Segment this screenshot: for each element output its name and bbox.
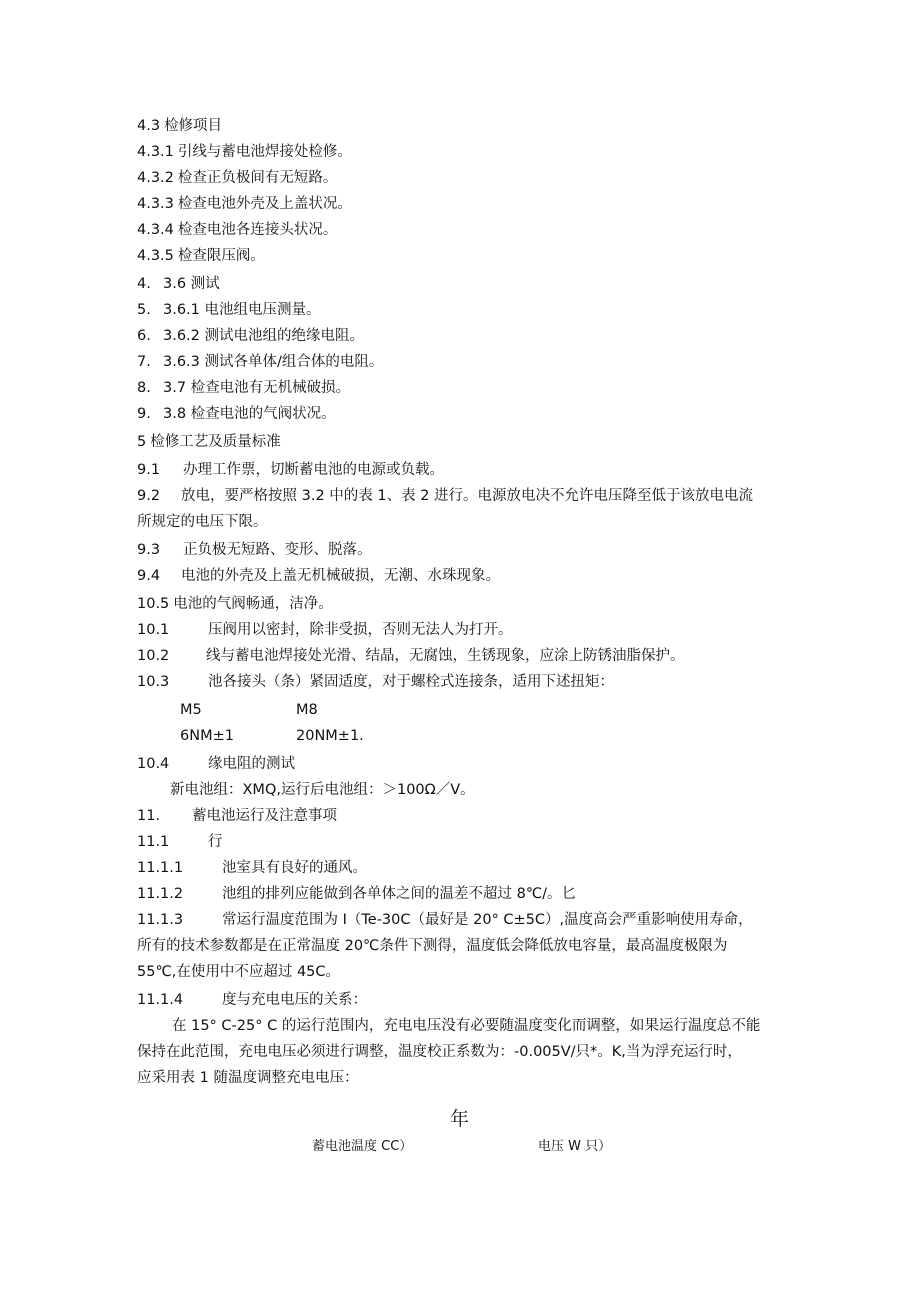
text-line [137, 594, 333, 614]
text-line [137, 832, 223, 852]
line-text: 3.8 检查电池的气阀状况。 [163, 406, 336, 422]
text-line [137, 220, 337, 240]
line-number: M5 [180, 702, 202, 718]
line-text: 正负极无短路、变形、脱落。 [183, 542, 372, 558]
line-text: 行 [208, 834, 223, 850]
text-line [137, 884, 577, 904]
text-line [137, 194, 352, 214]
text-line [137, 512, 268, 532]
text-line [137, 274, 220, 294]
line-text: 度与充电电压的关系： [222, 992, 367, 1008]
line-text: 检修项目 [164, 118, 223, 134]
text-line [137, 754, 295, 774]
line-text: M8 [296, 702, 318, 718]
line-text: 检查正负极间有无短路。 [177, 170, 338, 186]
text-line [137, 1042, 742, 1062]
text-line [137, 540, 372, 560]
text-line [137, 962, 340, 982]
line-text: 电池的气阀畅通，洁净。 [173, 596, 333, 612]
line-number: 10.3 [137, 674, 170, 690]
line-text: 池组的排列应能做到各单体之间的温差不超过 8℃/。匕 [222, 886, 577, 902]
text-line [137, 246, 265, 266]
line-number: 4.3 [137, 118, 161, 134]
line-number: 11.1.1 [137, 860, 184, 876]
line-number: 4.3.5 [137, 248, 174, 264]
line-number: 11. [137, 808, 161, 824]
line-number: 7. [137, 354, 151, 370]
text-line [137, 404, 336, 424]
text-line [137, 936, 727, 956]
line-number: 11.1 [137, 834, 170, 850]
table-header-voltage: 电压 W 只） [538, 1139, 612, 1154]
line-number: 10.2 [137, 648, 170, 664]
table-title: 年 [450, 1108, 470, 1130]
line-number: 4. [137, 276, 151, 292]
line-text: 新电池组：XMQ,运行后电池组：＞100Ω／V。 [170, 782, 475, 798]
line-text: 3.7 检查电池有无机械破损。 [163, 380, 351, 396]
line-text: 20NM±1. [296, 728, 364, 744]
line-text: 办理工作票，切断蓄电池的电源或负载。 [183, 462, 444, 478]
line-text: 应采用表 1 随温度调整充电电压： [137, 1070, 359, 1086]
text-line [137, 620, 513, 640]
line-number: 10.5 [137, 596, 170, 612]
line-text: 检查限压阀。 [177, 248, 265, 264]
line-number: 4.3.2 [137, 170, 174, 186]
line-number: 10.1 [137, 622, 170, 638]
line-number: 9.2 [137, 488, 161, 504]
line-text: 池室具有良好的通风。 [222, 860, 367, 876]
line-text: 检查电池各连接头状况。 [177, 222, 338, 238]
text-line [137, 910, 753, 930]
text-line [137, 646, 685, 666]
line-text: 所规定的电压下限。 [137, 514, 268, 530]
text-line [137, 1068, 358, 1088]
text-line [137, 432, 281, 452]
text-line [137, 566, 500, 586]
line-number: 8. [137, 380, 151, 396]
line-number: 10.4 [137, 756, 170, 772]
line-number: 11.1.2 [137, 886, 184, 902]
table-header-temperature: 蓄电池温度 CC） [312, 1139, 413, 1154]
text-line [137, 672, 614, 692]
line-text: 3.6 测试 [163, 276, 220, 292]
line-number: 6. [137, 328, 151, 344]
text-line [137, 460, 444, 480]
line-text: 检查电池外壳及上盖状况。 [177, 196, 352, 212]
line-text: 缘电阻的测试 [208, 756, 295, 772]
text-line [137, 352, 384, 372]
text-line [137, 168, 337, 188]
line-number: 5. [137, 302, 151, 318]
line-text: 引线与蓄电池焊接处检修。 [177, 144, 352, 160]
line-text: 放电，要严格按照 3.2 中的表 1、表 2 进行。电源放电决不允许电压降至低于该放电电流 [181, 488, 754, 504]
line-text: 蓄电池运行及注意事项 [192, 808, 337, 824]
line-number: 11.1.3 [137, 912, 184, 928]
line-number: 4.3.1 [137, 144, 174, 160]
line-text: 3.6.2 测试电池组的绝缘电阻。 [163, 328, 365, 344]
line-number: 9.4 [137, 568, 161, 584]
text-line [137, 300, 321, 320]
text-line [137, 326, 365, 346]
line-text: 保持在此范围，充电电压必须进行调整，温度校正系数为：-0.005V/只*。K,当为浮充运行时， [137, 1044, 742, 1060]
text-line [137, 378, 351, 398]
line-text: 3.6.1 电池组电压测量。 [163, 302, 321, 318]
text-line [137, 142, 352, 162]
line-text: 池各接头（条）紧固适度，对于螺栓式连接条，适用下述扭矩： [208, 674, 614, 690]
line-text: 检修工艺及质量标准 [150, 434, 281, 450]
line-text: 线与蓄电池焊接处光滑、结晶，无腐蚀，生锈现象，应涂上防锈油脂保护。 [206, 648, 685, 664]
text-line [180, 700, 318, 720]
text-line [180, 726, 364, 746]
line-number: 9.3 [137, 542, 161, 558]
text-line [172, 1016, 760, 1036]
line-number: 4.3.3 [137, 196, 174, 212]
text-line [137, 858, 367, 878]
line-number: 6NM±1 [180, 728, 234, 744]
line-text: 电池的外壳及上盖无机械破损，无潮、水珠现象。 [181, 568, 500, 584]
text-line [137, 116, 222, 136]
line-text: 常运行温度范围为 I（Te-30C（最好是 20° C±5C）,温度高会严重影响使用寿命， [222, 912, 753, 928]
text-line [137, 806, 337, 826]
text-line [137, 486, 754, 506]
line-number: 4.3.4 [137, 222, 174, 238]
line-number: 9.1 [137, 462, 161, 478]
text-line [170, 780, 475, 800]
line-text: 55℃,在使用中不应超过 45C。 [137, 964, 341, 980]
line-text: 压阀用以密封，除非受损，否则无法人为打开。 [208, 622, 513, 638]
line-text: 3.6.3 测试各单体/组合体的电阻。 [163, 354, 384, 370]
line-text: 在 15° C-25° C 的运行范围内，充电电压没有必要随温度变化而调整，如果运行温度总不能 [172, 1018, 761, 1034]
line-number: 11.1.4 [137, 992, 184, 1008]
line-text: 所有的技术参数都是在正常温度 20℃条件下测得，温度低会降低放电容量，最高温度极限为 [137, 938, 728, 954]
line-number: 5 [137, 434, 147, 450]
text-line [137, 990, 367, 1010]
line-number: 9. [137, 406, 151, 422]
